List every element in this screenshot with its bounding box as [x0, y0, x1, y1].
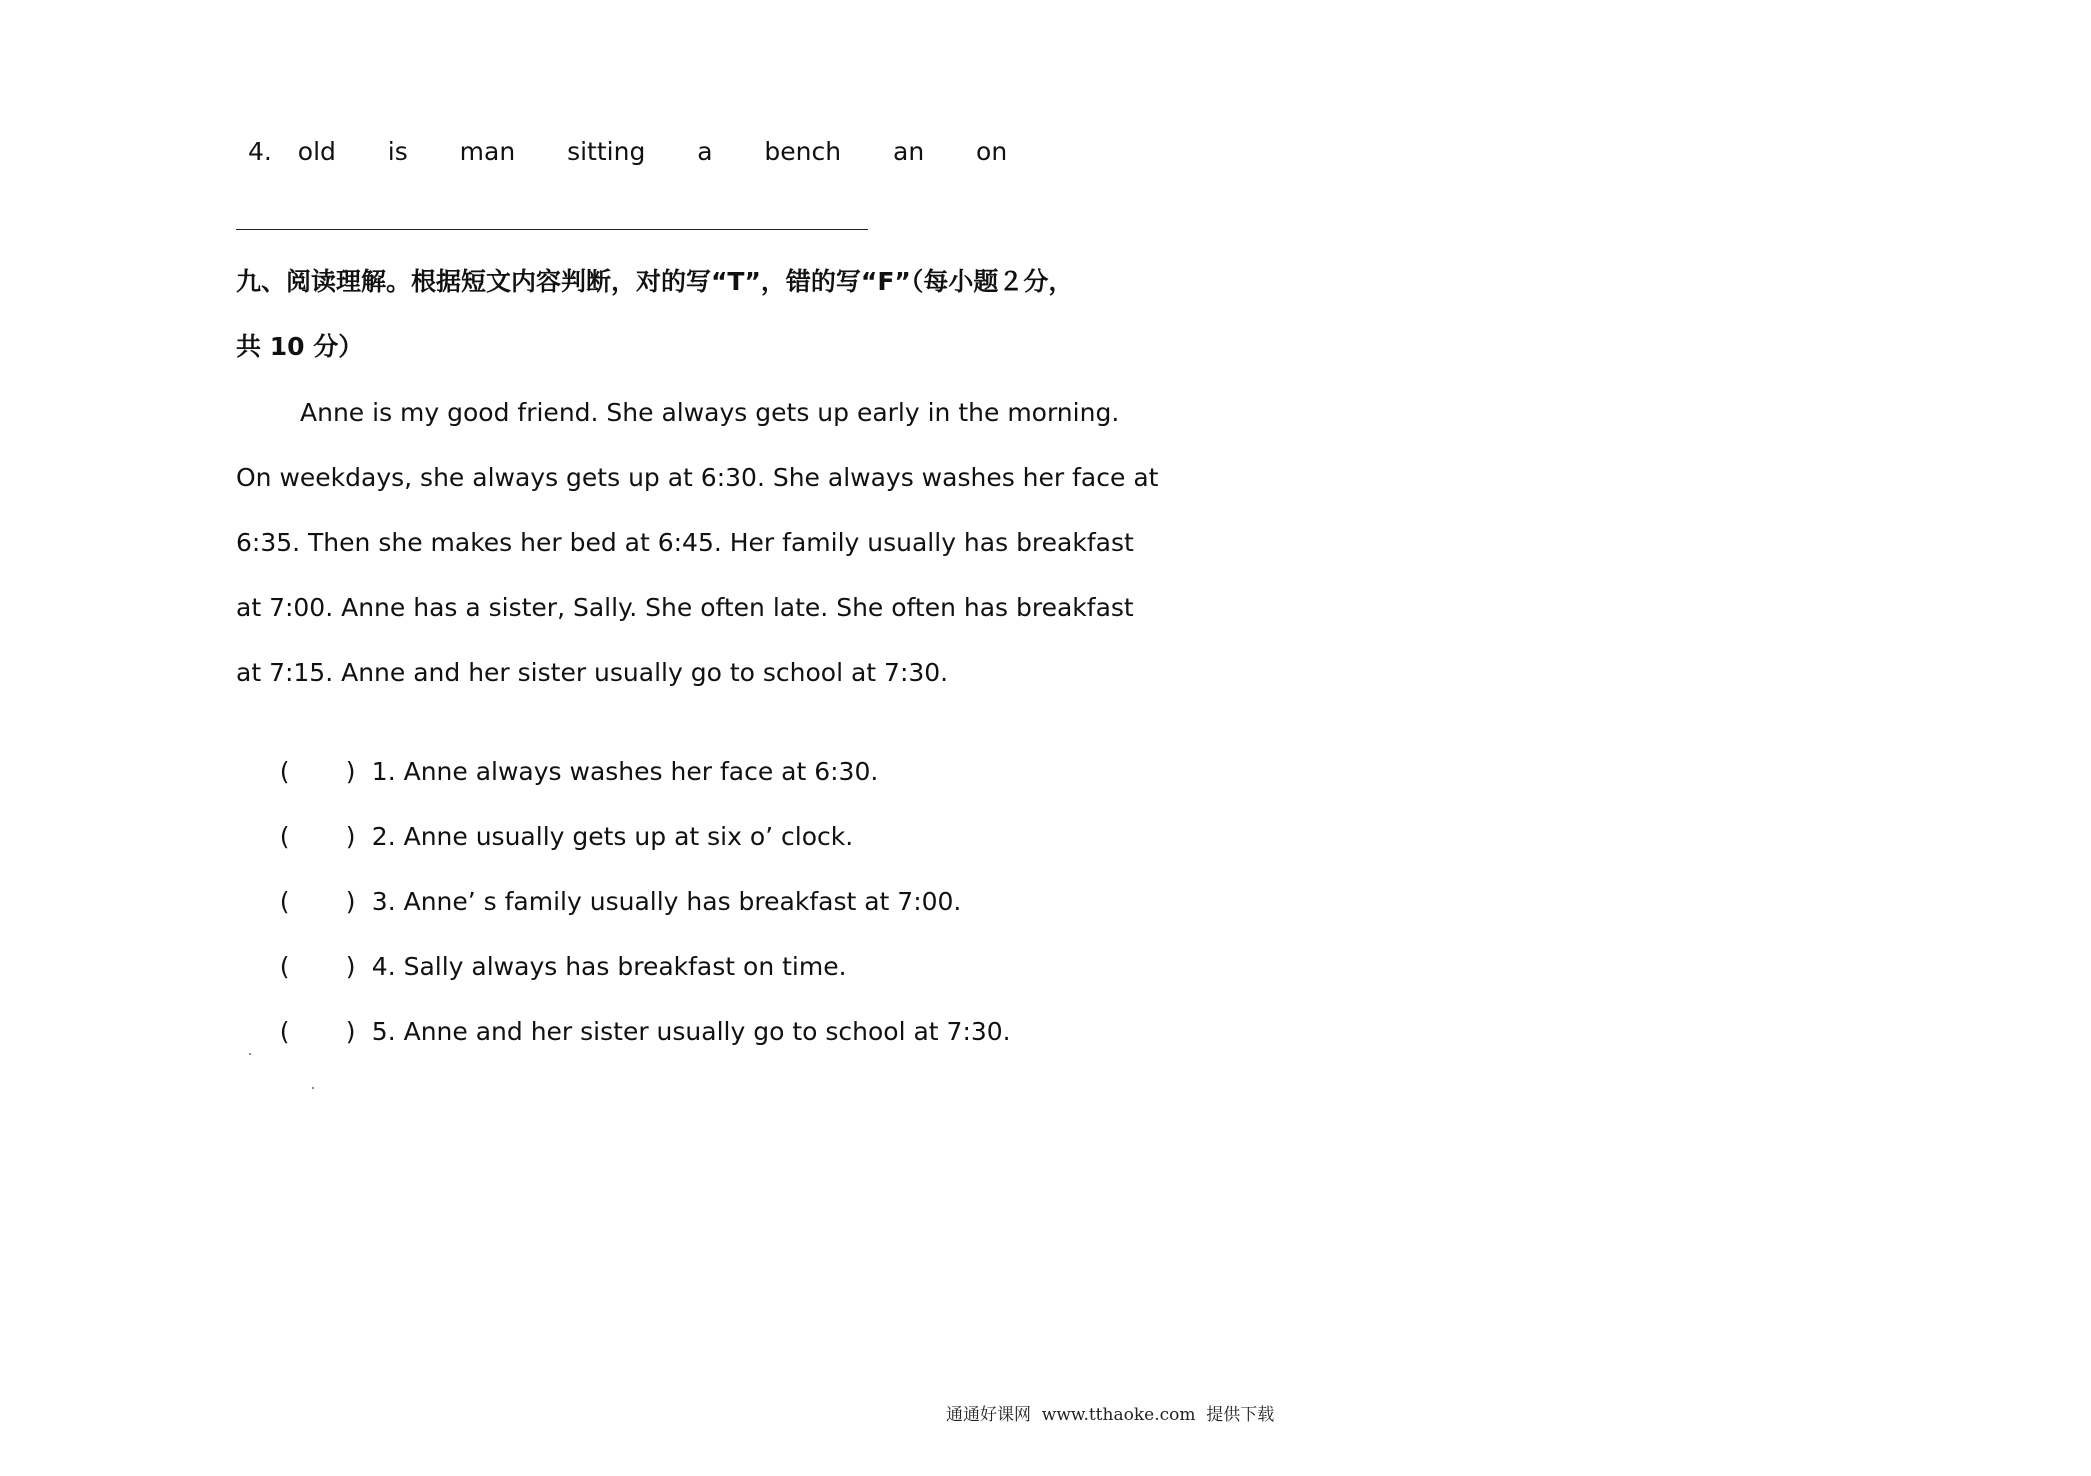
question-text: 1. Anne always washes her face at 6:30. — [371, 757, 879, 786]
footer-watermark: 通通好课网 www.tthaoke.com 提供下载 — [946, 1405, 1275, 1425]
question-text: 4. Sally always has breakfast on time. — [371, 952, 847, 981]
answer-paren-close: ) — [345, 887, 356, 916]
question-text: 2. Anne usually gets up at six o’ clock. — [371, 822, 854, 851]
answer-paren-open: ( — [279, 757, 290, 786]
passage-line-4: at 7:00. Anne has a sister, Sally. She often late. She often has breakfast — [236, 593, 1134, 622]
passage-line-2: On weekdays, she always gets up at 6:30. She always washes her face at — [236, 463, 1159, 492]
question-5 — [248, 981, 1011, 1083]
answer-paren-open: ( — [279, 887, 290, 916]
question-text: 3. Anne’ s family usually has breakfast at 7:00. — [371, 887, 962, 916]
scramble-item-4: 4. old is man sitting a bench an on — [248, 137, 1008, 166]
passage-line-1: Anne is my good friend. She always gets up early in the morning. — [300, 398, 1120, 427]
scan-speck — [249, 1053, 251, 1055]
answer-paren-open: ( — [279, 822, 290, 851]
section-heading-line2: 共 10 分） — [236, 332, 364, 361]
scan-speck — [312, 1087, 314, 1089]
answer-line — [236, 229, 868, 230]
answer-paren-close: ) — [345, 1017, 356, 1046]
answer-paren-open: ( — [279, 952, 290, 981]
section-heading-line1: 九、阅读理解。根据短文内容判断，对的写“T”，错的写“F”（每小题２分， — [236, 267, 1074, 296]
answer-paren-close: ) — [345, 822, 356, 851]
passage-line-5: at 7:15. Anne and her sister usually go to school at 7:30. — [236, 658, 949, 687]
answer-paren-open: ( — [279, 1017, 290, 1046]
answer-paren-close: ) — [345, 952, 356, 981]
answer-paren-close: ) — [345, 757, 356, 786]
question-text: 5. Anne and her sister usually go to school at 7:30. — [371, 1017, 1011, 1046]
passage-line-3: 6:35. Then she makes her bed at 6:45. Her family usually has breakfast — [236, 528, 1134, 557]
